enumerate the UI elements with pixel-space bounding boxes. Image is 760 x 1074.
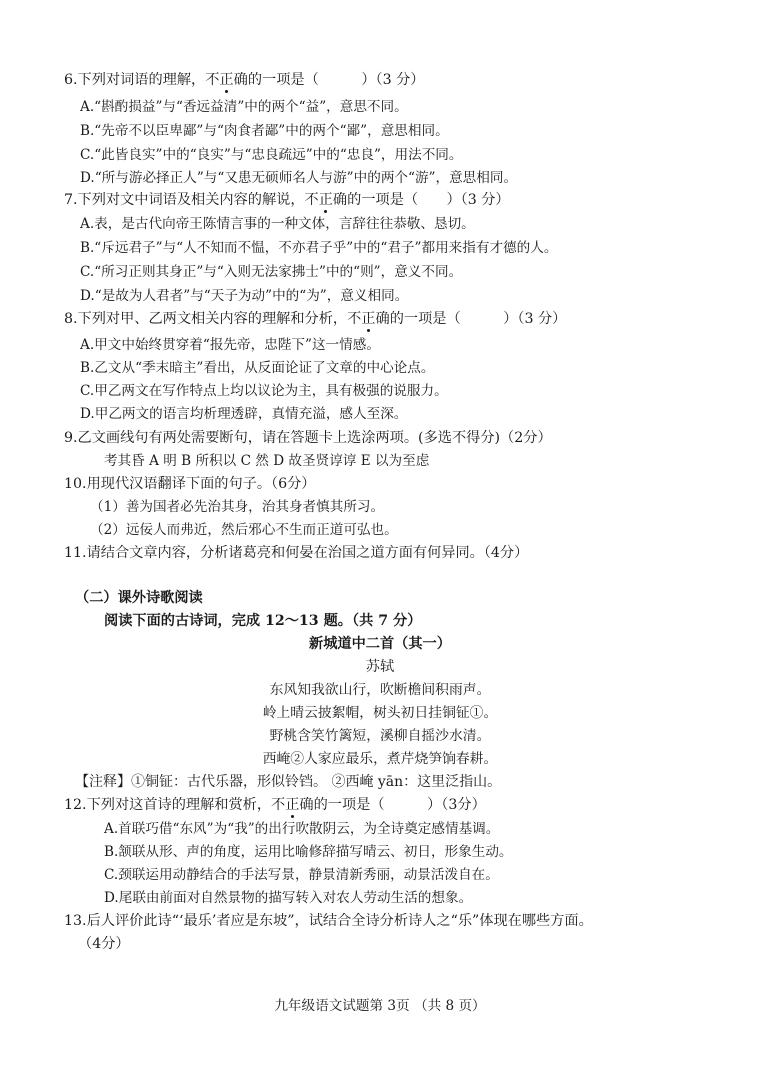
q8-stem: 8.下列对甲、乙两文相关内容的理解和分析，不正确的一项是（ ）（3 分） bbox=[64, 311, 567, 327]
q12-option-b: B.颔联从形、声的角度，运用比喻修辞描写晴云、初日，形象生动。 bbox=[104, 844, 513, 860]
poem-line-1: 东风知我欲山行，吹断檐间积雨声。 bbox=[269, 682, 491, 698]
q7-stem: 7.下列对文中词语及相关内容的解说，不正确的一项是（ ）（3 分） bbox=[64, 192, 510, 208]
q8-option-b: B.乙文从“季末暗主”看出，从反面论证了文章的中心论点。 bbox=[80, 360, 435, 376]
poem-line-4: 西崦②人家应最乐，煮芹烧笋饷春耕。 bbox=[262, 751, 498, 767]
q8-option-c: C.甲乙两文在写作特点上均以议论为主，具有极强的说服力。 bbox=[80, 383, 448, 399]
q10-item-2: （2）远佞人而弗近，然后邪心不生而正道可弘也。 bbox=[90, 522, 398, 538]
section-heading: （二）课外诗歌阅读 bbox=[75, 590, 203, 606]
poem-line-2: 岭上晴云披絮帽，树头初日挂铜钲①。 bbox=[262, 705, 498, 721]
emphasis-marker: 不正确 bbox=[304, 192, 348, 208]
q9-sentence: 考其昏 A 明 B 所积以 C 然 D 故圣贤谆谆 E 以为至虑 bbox=[104, 453, 430, 469]
q7-option-b: B.“斥远君子”与“人不知而不愠，不亦君子乎”中的“君子”都用来指有才德的人。 bbox=[80, 240, 558, 256]
q7-option-d: D.“是故为人君者”与“天子为动”中的“为”，意义相同。 bbox=[80, 288, 409, 304]
q9-stem: 9.乙文画线句有两处需要断句，请在答题卡上选涂两项。(多选不得分)（2分） bbox=[64, 430, 552, 446]
q8-option-d: D.甲乙两文的语言均析理透辟，真情充溢，感人至深。 bbox=[80, 406, 408, 422]
q10-stem: 10.用现代汉语翻译下面的句子。（6分） bbox=[64, 476, 316, 492]
q11-stem: 11.请结合文章内容，分析诸葛亮和何晏在治国之道方面有何异同。（4分） bbox=[64, 545, 529, 561]
q12-option-c: C.颈联运用动静结合的手法写景，静景清新秀丽，动景活泼自在。 bbox=[104, 867, 499, 883]
poem-line-3: 野桃含笑竹篱短，溪柳自摇沙水清。 bbox=[269, 728, 491, 744]
q7-option-a: A.表，是古代向帝王陈情言事的一种文体，言辞往往恭敬、恳切。 bbox=[80, 216, 475, 232]
q10-item-1: （1）善为国者必先治其身，治其身者慎其所习。 bbox=[90, 499, 385, 515]
q13-stem: 13.后人评价此诗“‘最乐’者应是东坡”，试结合全诗分析诗人之“乐”体现在哪些方面。 bbox=[64, 913, 593, 929]
emphasis-marker: 不正确 bbox=[347, 311, 390, 327]
page-footer: 九年级语文试题第 3页 （共 8 页） bbox=[274, 998, 486, 1014]
q6-option-a: A.“斟酌损益”与“香远益清”中的两个“益”，意思不同。 bbox=[80, 99, 408, 115]
q6-option-c: C.“此皆良实”中的“良实”与“忠良疏远”中的“忠良”，用法不同。 bbox=[80, 147, 463, 163]
q7-option-c: C.“所习正则其身正”与“入则无法家拂士”中的“则”，意义不同。 bbox=[80, 264, 463, 280]
q13-score: （4分） bbox=[78, 936, 130, 952]
q6-stem: 6.下列对词语的理解，不正确的一项是（ ）（3 分） bbox=[64, 72, 425, 88]
q6-option-d: D.“所与游必择正人”与“又患无硕师名人与游”中的两个“游”，意思相同。 bbox=[80, 170, 518, 186]
q12-option-d: D.尾联由前面对自然景物的描写转入对农人劳动生活的想象。 bbox=[104, 890, 473, 906]
q6-option-b: B.“先帝不以臣卑鄙”与“肉食者鄙”中的两个“鄙”，意思相同。 bbox=[80, 123, 449, 139]
annotation: 【注释】①铜钲：古代乐器，形似铃铛。 ②西崦 yān：这里泛指山。 bbox=[75, 774, 502, 790]
emphasis-marker: 不正确 bbox=[271, 797, 314, 813]
section-instruction: 阅读下面的古诗词，完成 12～13 题。（共 7 分） bbox=[104, 613, 422, 629]
poem-author: 苏轼 bbox=[365, 659, 395, 675]
q8-option-a: A.甲文中始终贯穿着“报先帝，忠陛下”这一情感。 bbox=[80, 337, 380, 353]
poem-title: 新城道中二首（其一） bbox=[309, 636, 451, 652]
q12-option-a: A.首联巧借“东风”为“我”的出行吹散阴云，为全诗奠定感情基调。 bbox=[104, 821, 500, 837]
q12-stem: 12.下列对这首诗的理解和赏析，不正确的一项是（ ）（3分） bbox=[64, 797, 486, 813]
emphasis-marker: 不正确 bbox=[205, 72, 248, 88]
